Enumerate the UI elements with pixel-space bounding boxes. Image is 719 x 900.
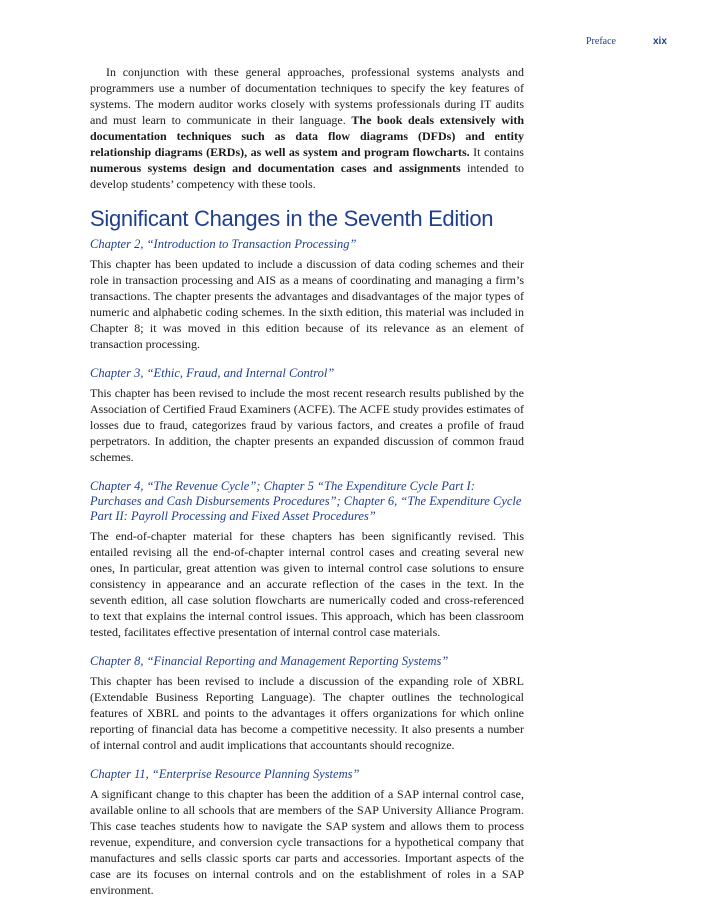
- section-chapter-2: [90, 237, 524, 352]
- running-head: Preface: [586, 36, 616, 47]
- subsection-body: This chapter has been revised to include a discussion of the expanding role of XBRL (Extendable Business Reporting Language). The chapter outlines the technological features of XBRL and points to the advantages it offers organizations for which online reporting of financial data has become a competitive necessity. It also presents a number of internal control and audit implications that accountants should recognize.: [90, 674, 524, 752]
- subsection-body: The end-of-chapter material for these chapters has been significantly revised. This entailed revising all the end-of-chapter internal control cases and creating several new ones, In particular, great attention was given to internal control case solutions to ensure consistency in appearance and an accurate reflection of the cases in the text. In the seventh edition, all case solution flowcharts are numerically coded and cross-referenced to text that explains the internal control issues. This approach, which has been classroom tested, facilitates effective presentation of internal control case materials.: [90, 529, 524, 639]
- section-heading: Significant Changes in the Seventh Edition: [90, 206, 494, 231]
- intro-bold-2: numerous systems design and documentation cases and assignments: [90, 161, 461, 175]
- page-header: [0, 36, 719, 50]
- page-number: xix: [653, 36, 667, 47]
- section-chapter-8: [90, 654, 524, 753]
- intro-paragraph: [90, 64, 524, 192]
- subsection-body: This chapter has been updated to include a discussion of data coding schemes and their role in transaction processing and AIS as a means of coordinating and managing a firm’s transactions. The chapter presents the advantages and disadvantages of the major types of numeric and alphabetic coding schemes. In the sixth edition, this material was included in Chapter 8; it was moved in this edition because of its relevance as an element of transaction processing.: [90, 257, 524, 351]
- intro-text-3: intended to develop students’ competency with these tools.: [90, 161, 525, 191]
- subsection-title: Chapter 8, “Financial Reporting and Management Reporting Systems”: [90, 654, 449, 668]
- subsection-title: Chapter 2, “Introduction to Transaction Processing”: [90, 237, 357, 251]
- section-chapter-3: [90, 366, 524, 465]
- section-chapters-4-6: [90, 479, 524, 640]
- intro-text-2: It contains: [469, 145, 524, 159]
- subsection-title: Chapter 3, “Ethic, Fraud, and Internal Control”: [90, 366, 335, 380]
- subsection-title: Chapter 4, “The Revenue Cycle”; Chapter 5 “The Expenditure Cycle Part I: Purchases and Cash Disbursements Procedures”; Chapter 6, “The Expenditure Cycle Part II: Payroll Processing and Fixed Asset Procedures”: [90, 479, 522, 523]
- page-body: [90, 64, 524, 898]
- intro-text-1: In conjunction with these general approaches, professional systems analysts and programmers use a number of documentation techniques to specify the key features of systems. The modern auditor works closely with systems professionals during IT audits and must learn to communicate in their language.: [90, 65, 524, 127]
- subsection-body: This chapter has been revised to include the most recent research results published by the Association of Certified Fraud Examiners (ACFE). The ACFE study provides estimates of losses due to fraud, categorizes fraud by various factors, and creates a profile of fraud perpetrators. In addition, the chapter presents an expanded discussion of common fraud schemes.: [90, 386, 524, 464]
- section-chapter-11: [90, 767, 524, 898]
- subsection-body: A significant change to this chapter has been the addition of a SAP internal control case, available online to all schools that are members of the SAP University Alliance Program. This case teaches students how to navigate the SAP system and allows them to process revenue, expenditure, and conversion cycle transactions for a hypothetical company that manufactures and sells classic sports car parts and accessories. Important aspects of the case are its focuses on internal controls and on the establishment of roles in a SAP environment.: [90, 787, 524, 897]
- intro-bold-1: The book deals extensively with documentation techniques such as data flow diagrams (DFDs) and entity relationship diagrams (ERDs), as well as system and program flowcharts.: [90, 113, 524, 159]
- subsection-title: Chapter 11, “Enterprise Resource Planning Systems”: [90, 767, 360, 781]
